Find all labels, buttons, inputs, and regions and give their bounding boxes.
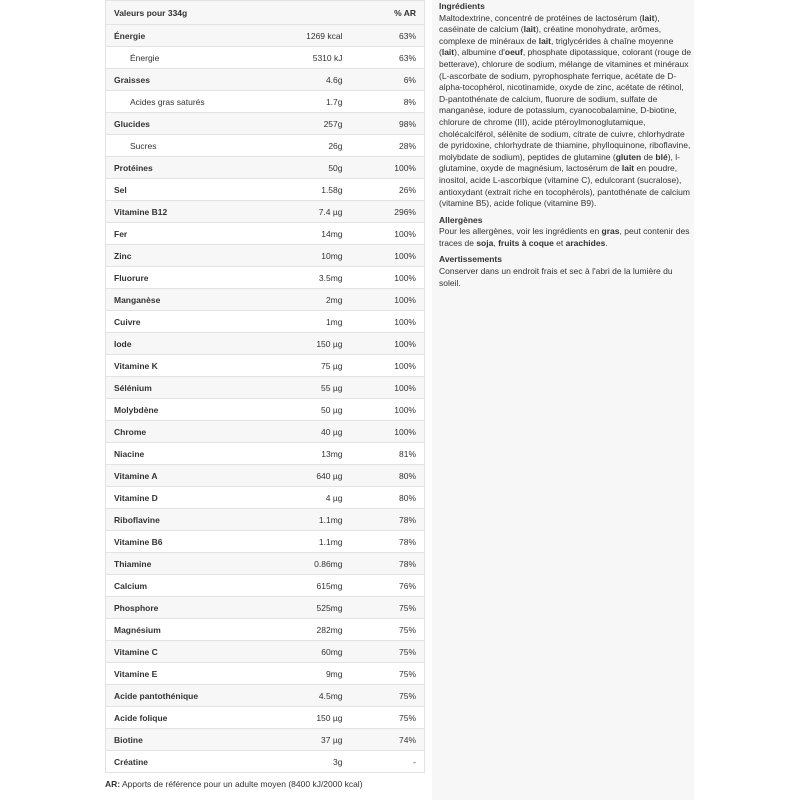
nutrient-value: 150 µg xyxy=(246,333,351,355)
table-row xyxy=(106,729,425,751)
nutrient-ar: 63% xyxy=(351,47,425,69)
nutrient-value: 257g xyxy=(246,113,351,135)
nutrient-name: Niacine xyxy=(106,443,246,465)
allergens-text-part: , peut contenir des traces de xyxy=(439,226,690,248)
nutrient-name: Molybdène xyxy=(106,399,246,421)
table-row xyxy=(106,267,425,289)
nutrient-value: 1.58g xyxy=(246,179,351,201)
nutrition-table-body xyxy=(106,25,425,773)
nutrient-value: 640 µg xyxy=(246,465,351,487)
ingredients-title: Ingrédients xyxy=(439,1,485,11)
header-ar: % AR xyxy=(351,1,425,25)
table-row xyxy=(106,553,425,575)
table-row xyxy=(106,707,425,729)
table-row xyxy=(106,355,425,377)
nutrient-ar: 100% xyxy=(351,421,425,443)
nutrient-name: Manganèse xyxy=(106,289,246,311)
nutrient-ar: 78% xyxy=(351,553,425,575)
table-row xyxy=(106,597,425,619)
nutrient-value: 1.7g xyxy=(246,91,351,113)
table-row xyxy=(106,223,425,245)
nutrient-name: Iode xyxy=(106,333,246,355)
nutrient-ar: 75% xyxy=(351,707,425,729)
ingredients-bold-term: blé xyxy=(655,151,668,162)
nutrient-value: 1269 kcal xyxy=(246,25,351,47)
allergens-title: Allergènes xyxy=(439,214,483,225)
table-row xyxy=(106,47,425,69)
nutrient-ar: 28% xyxy=(351,135,425,157)
warnings-title: Avertissements xyxy=(439,254,502,265)
nutrient-value: 1.1mg xyxy=(246,509,351,531)
nutrient-name: Vitamine K xyxy=(106,355,246,377)
header-value xyxy=(246,1,351,25)
table-row xyxy=(106,751,425,773)
table-row xyxy=(106,289,425,311)
footnote-label: AR: xyxy=(105,779,121,789)
table-row xyxy=(106,69,425,91)
table-row xyxy=(106,113,425,135)
allergens-bold-term: arachides xyxy=(565,237,606,248)
table-row xyxy=(106,333,425,355)
table-row xyxy=(106,641,425,663)
nutrition-table xyxy=(105,0,425,773)
nutrient-ar: 296% xyxy=(351,201,425,223)
table-row xyxy=(106,487,425,509)
table-row xyxy=(106,509,425,531)
nutrient-name: Vitamine C xyxy=(106,641,246,663)
ingredients-bold-term: lait xyxy=(642,12,655,23)
ingredients-bold-term: lait xyxy=(538,35,551,46)
table-header-row xyxy=(106,1,425,25)
nutrient-name: Créatine xyxy=(106,751,246,773)
nutrient-value: 10mg xyxy=(246,245,351,267)
nutrient-ar: 8% xyxy=(351,91,425,113)
allergens-bold-term: fruits à coque xyxy=(498,237,554,248)
ingredients-text-part: , phosphate dipotassique, colorant (rouge de betterave), chlorure de sodium, mélange de vitamines et minéraux (L-ascorbate de sodium, pyrophosphate ferrique, acétate de D-alpha-tocophérol, nicotinamide, oxyde de zinc, acétate de rétinol, D-pantothénate de calcium, fluorure de sodium, sulfate de manganèse, iodure de potassium, cyanocobalamine, D-biotine, chlorure de chrome (III), acide ptéroylmonoglutamique, cholécalciférol, sélénite de sodium, citrate de cuivre, chlorhydrate de pyridoxine, chlorhydrate de thiamine, phylloquinone, riboflavine, molybdate de sodium), peptides de glutamine ( xyxy=(439,47,692,162)
nutrient-name: Vitamine A xyxy=(106,465,246,487)
nutrient-name: Sélénium xyxy=(106,377,246,399)
nutrient-value: 7.4 µg xyxy=(246,201,351,223)
nutrient-name: Phosphore xyxy=(106,597,246,619)
nutrient-ar: 100% xyxy=(351,377,425,399)
nutrient-name: Acides gras saturés xyxy=(106,91,246,113)
product-info-panel xyxy=(432,0,694,800)
table-row xyxy=(106,399,425,421)
table-row xyxy=(106,377,425,399)
nutrient-value: 26g xyxy=(246,135,351,157)
nutrient-name: Zinc xyxy=(106,245,246,267)
allergens-text xyxy=(439,226,694,249)
nutrient-ar: 100% xyxy=(351,157,425,179)
nutrient-name: Glucides xyxy=(106,113,246,135)
ingredients-text-part: en poudre, inositol, acide L-ascorbique (vitamine C), edulcorant (sucralose), antioxydant (extrait riche en tocophérols), pantothénate de calcium (vitamine B5), acide folique (vitamine B9). xyxy=(439,163,690,209)
nutrient-name: Calcium xyxy=(106,575,246,597)
ingredients-bold-term: lait xyxy=(621,163,635,174)
nutrient-name: Magnésium xyxy=(106,619,246,641)
ingredients-text-part: ), créatine monohydrate, arômes, complexe de minéraux de xyxy=(439,24,662,46)
footnote xyxy=(105,779,424,789)
table-row xyxy=(106,245,425,267)
table-row xyxy=(106,575,425,597)
ingredients-text-part: ), albumine d' xyxy=(454,47,505,58)
nutrient-value: 282mg xyxy=(246,619,351,641)
table-row xyxy=(106,663,425,685)
nutrient-ar: 81% xyxy=(351,443,425,465)
nutrient-ar: 100% xyxy=(351,355,425,377)
table-row xyxy=(106,135,425,157)
nutrient-name: Cuivre xyxy=(106,311,246,333)
nutrient-ar: 80% xyxy=(351,487,425,509)
table-row xyxy=(106,619,425,641)
allergens-bold-term: soja xyxy=(476,237,494,248)
table-row xyxy=(106,25,425,47)
nutrient-value: 50g xyxy=(246,157,351,179)
nutrient-ar: 75% xyxy=(351,685,425,707)
ingredients-bold-term: oeuf xyxy=(504,47,523,58)
table-row xyxy=(106,201,425,223)
nutrient-value: 0.86mg xyxy=(246,553,351,575)
nutrient-value: 75 µg xyxy=(246,355,351,377)
nutrient-name: Graisses xyxy=(106,69,246,91)
allergens-text-part: et xyxy=(553,237,566,248)
nutrient-ar: 76% xyxy=(351,575,425,597)
table-row xyxy=(106,157,425,179)
nutrient-value: 55 µg xyxy=(246,377,351,399)
nutrient-ar: 78% xyxy=(351,509,425,531)
ingredients-text-part: Maltodextrine, concentré de protéines de lactosérum ( xyxy=(439,12,643,23)
header-name: Valeurs pour 334g xyxy=(106,1,246,25)
nutrient-ar: 63% xyxy=(351,25,425,47)
nutrient-name: Fluorure xyxy=(106,267,246,289)
nutrient-value: 150 µg xyxy=(246,707,351,729)
nutrient-ar: 78% xyxy=(351,531,425,553)
nutrient-value: 60mg xyxy=(246,641,351,663)
table-row xyxy=(106,179,425,201)
nutrient-ar: 100% xyxy=(351,311,425,333)
nutrient-name: Acide pantothénique xyxy=(106,685,246,707)
table-row xyxy=(106,311,425,333)
allergens-bold-term: gras xyxy=(601,226,620,237)
nutrient-name: Sucres xyxy=(106,135,246,157)
nutrient-name: Sel xyxy=(106,179,246,201)
nutrient-name: Acide folique xyxy=(106,707,246,729)
table-row xyxy=(106,685,425,707)
nutrient-value: 4 µg xyxy=(246,487,351,509)
nutrient-name: Énergie xyxy=(106,47,246,69)
nutrient-value: 13mg xyxy=(246,443,351,465)
nutrient-value: 1.1mg xyxy=(246,531,351,553)
nutrition-panel xyxy=(105,0,424,789)
nutrient-ar: 26% xyxy=(351,179,425,201)
ingredients-bold-term: gluten xyxy=(615,151,642,162)
nutrient-name: Vitamine B6 xyxy=(106,531,246,553)
nutrient-name: Biotine xyxy=(106,729,246,751)
nutrient-value: 3g xyxy=(246,751,351,773)
nutrient-name: Chrome xyxy=(106,421,246,443)
nutrient-name: Vitamine D xyxy=(106,487,246,509)
table-row xyxy=(106,531,425,553)
nutrient-name: Protéines xyxy=(106,157,246,179)
nutrient-ar: 100% xyxy=(351,289,425,311)
ingredients-text-part: ), caséinate de calcium ( xyxy=(439,12,660,35)
allergens-text-part: , xyxy=(493,237,499,248)
nutrient-value: 14mg xyxy=(246,223,351,245)
nutrient-value: 40 µg xyxy=(246,421,351,443)
warnings-text: Conserver dans un endroit frais et sec à l'abri de la lumière du soleil. xyxy=(439,266,673,288)
nutrient-name: Énergie xyxy=(106,25,246,47)
nutrient-ar: 75% xyxy=(351,597,425,619)
nutrient-value: 4.6g xyxy=(246,69,351,91)
nutrient-ar: 100% xyxy=(351,333,425,355)
nutrient-ar: 75% xyxy=(351,619,425,641)
nutrient-ar: 75% xyxy=(351,641,425,663)
ingredients-bold-term: lait xyxy=(441,47,455,58)
nutrient-ar: 100% xyxy=(351,223,425,245)
nutrient-value: 4.5mg xyxy=(246,685,351,707)
nutrient-name: Riboflavine xyxy=(106,509,246,531)
allergens-text-part: Pour les allergènes, voir les ingrédients en xyxy=(439,226,602,237)
nutrient-value: 3.5mg xyxy=(246,267,351,289)
nutrient-name: Vitamine E xyxy=(106,663,246,685)
ingredients-text-part: , triglycérides à chaîne moyenne ( xyxy=(439,35,674,58)
nutrient-ar: 100% xyxy=(351,399,425,421)
ingredients-text xyxy=(439,13,694,210)
nutrient-value: 50 µg xyxy=(246,399,351,421)
nutrient-ar: 80% xyxy=(351,465,425,487)
nutrient-value: 525mg xyxy=(246,597,351,619)
table-row xyxy=(106,91,425,113)
nutrient-ar: 75% xyxy=(351,663,425,685)
nutrient-name: Vitamine B12 xyxy=(106,201,246,223)
nutrient-ar: 100% xyxy=(351,245,425,267)
nutrient-name: Thiamine xyxy=(106,553,246,575)
nutrient-value: 2mg xyxy=(246,289,351,311)
nutrient-ar: 6% xyxy=(351,69,425,91)
ingredients-text-part: ), l-glutamine, oxyde de magnésium, lactosérum de xyxy=(439,151,680,174)
table-row xyxy=(106,443,425,465)
allergens-text-part: . xyxy=(605,237,608,248)
nutrient-value: 9mg xyxy=(246,663,351,685)
nutrient-value: 615mg xyxy=(246,575,351,597)
footnote-text: Apports de référence pour un adulte moyen (8400 kJ/2000 kcal) xyxy=(122,779,363,789)
table-row xyxy=(106,465,425,487)
ingredients-bold-term: lait xyxy=(523,24,536,35)
nutrient-ar: - xyxy=(351,751,425,773)
nutrient-value: 1mg xyxy=(246,311,351,333)
ingredients-text-part: de xyxy=(641,151,656,162)
nutrient-value: 5310 kJ xyxy=(246,47,351,69)
nutrient-value: 37 µg xyxy=(246,729,351,751)
nutrient-ar: 98% xyxy=(351,113,425,135)
nutrient-ar: 100% xyxy=(351,267,425,289)
table-row xyxy=(106,421,425,443)
nutrient-ar: 74% xyxy=(351,729,425,751)
nutrient-name: Fer xyxy=(106,223,246,245)
